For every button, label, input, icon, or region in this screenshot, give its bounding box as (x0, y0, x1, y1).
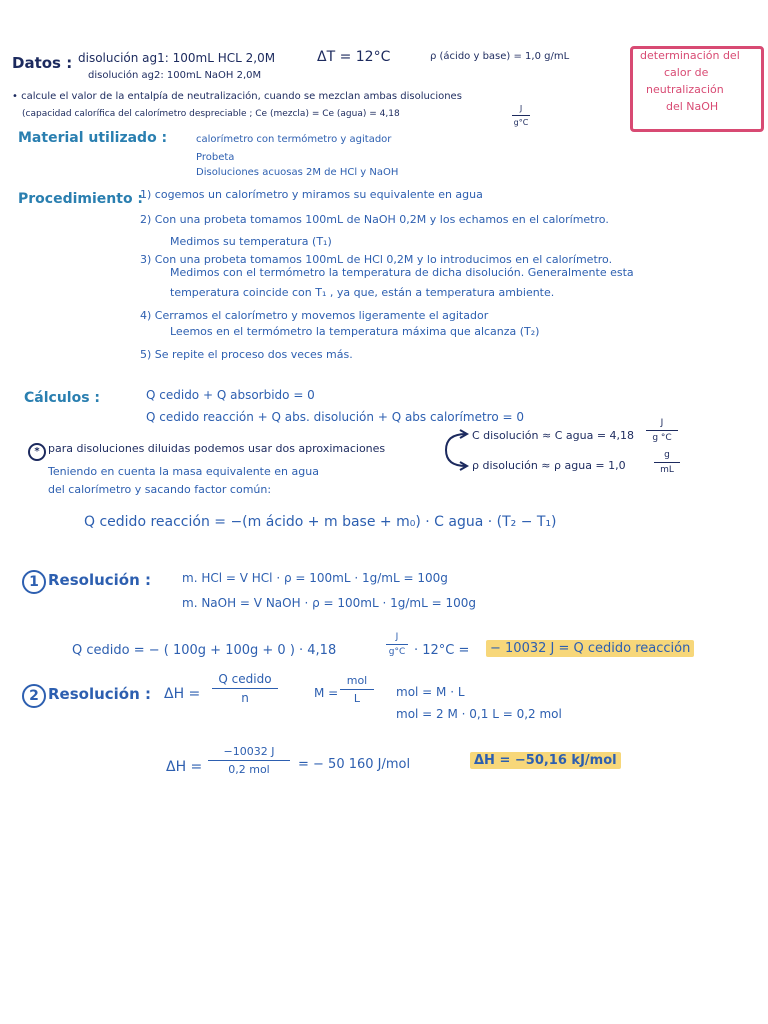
approximation-note: para disoluciones diluidas podemos usar dos aproximaciones (48, 442, 386, 455)
energy-balance-eq: Q cedido + Q absorbido = 0 (146, 388, 315, 402)
moles-formula: mol = M · L (396, 685, 465, 699)
resolution-2-label: Resolución : (48, 685, 152, 703)
delta-t: ΔT = 12°C (317, 49, 391, 65)
task-line-2: (capacidad calorífica del calorímetro despreciable ; Ce (mezcla) = Ce (agua) = 4,18 (22, 109, 400, 119)
procedure-label: Procedimiento : (18, 191, 144, 207)
title-line-4: del NaOH (666, 100, 719, 113)
material-label: Material utilizado : (18, 130, 168, 146)
resolution-1-label: Resolución : (48, 571, 152, 589)
procedure-step: 1) cogemos un calorímetro y miramos su equivalente en agua (140, 188, 483, 201)
procedure-step: Leemos en el termómetro la temperatura máxima que alcanza (T₂) (170, 325, 540, 338)
q-ceded-temp: · 12°C = (414, 643, 470, 658)
title-line-3: neutralización (646, 83, 724, 96)
approx-specific-heat-unit: J g °C (646, 418, 678, 443)
mass-naoh: m. NaOH = V NaOH · ρ = 100mL · 1g/mL = 100g (182, 596, 476, 610)
molarity-def-fraction: mol L (340, 674, 374, 705)
enthalpy-final-value: = − 50 160 J/mol (298, 757, 411, 772)
heat-main-equation: Q cedido reacción = −(m ácido + m base + m₀) · C agua · (T₂ − T₁) (84, 514, 557, 530)
calculos-label: Cálculos : (24, 390, 101, 406)
approx-density: ρ disolución ≈ ρ agua = 1,0 (472, 459, 626, 472)
solution-1-data: disolución ag1: 100mL HCL 2,0M (78, 51, 276, 65)
datos-label: Datos : (12, 54, 73, 72)
material-item: calorímetro con termómetro y agitador (196, 134, 392, 145)
solution-2-data: disolución ag2: 100mL NaOH 2,0M (88, 70, 262, 81)
bracket-arrow-icon (438, 428, 470, 472)
approx-specific-heat: C disolución ≈ C agua = 4,18 (472, 429, 635, 442)
enthalpy-final-left: ΔH = (166, 759, 203, 775)
moles-calc: mol = 2 M · 0,1 L = 0,2 mol (396, 707, 562, 721)
q-unit-fraction: J g°C (386, 632, 408, 657)
asterisk-icon: * (28, 443, 46, 461)
density-data: ρ (ácido y base) = 1,0 g/mL (430, 51, 570, 62)
title-line-2: calor de (664, 66, 709, 79)
procedure-step: 4) Cerramos el calorímetro y movemos ligeramente el agitador (140, 309, 489, 322)
task-line-1: • calcule el valor de la entalpía de neutralización, cuando se mezclan ambas disoluciones (12, 91, 462, 102)
procedure-step: Medimos su temperatura (T₁) (170, 235, 332, 248)
approximation-note-3: del calorímetro y sacando factor común: (48, 483, 272, 496)
enthalpy-def-left: ΔH = (164, 686, 201, 702)
step-number-badge: 2 (22, 684, 46, 708)
enthalpy-def-fraction: Q cedido n (212, 672, 278, 705)
procedure-step: temperatura coincide con T₁ , ya que, están a temperatura ambiente. (170, 286, 555, 299)
procedure-step: Medimos con el termómetro la temperatura de dicha disolución. Generalmente esta (170, 266, 634, 279)
enthalpy-final-result: ΔH = −50,16 kJ/mol (470, 752, 621, 769)
mass-hcl: m. HCl = V HCl · ρ = 100mL · 1g/mL = 100g (182, 571, 448, 585)
title-line-1: determinación del (640, 49, 740, 62)
procedure-step: 2) Con una probeta tomamos 100mL de NaOH 0,2M y los echamos en el calorímetro. (140, 213, 609, 226)
q-ceded-result: − 10032 J = Q cedido reacción (486, 640, 694, 657)
q-ceded-calc: Q cedido = − ( 100g + 100g + 0 ) · 4,18 (72, 643, 337, 658)
molarity-def-left: M = (314, 686, 339, 700)
enthalpy-final-fraction: −10032 J 0,2 mol (208, 745, 290, 776)
material-item: Disoluciones acuosas 2M de HCl y NaOH (196, 167, 399, 178)
energy-balance-eq-detail: Q cedido reacción + Q abs. disolución + Q abs calorímetro = 0 (146, 410, 524, 424)
approximation-note-2: Teniendo en cuenta la masa equivalente en agua (48, 465, 319, 478)
approx-density-unit: g mL (654, 450, 680, 475)
step-number-badge: 1 (22, 570, 46, 594)
procedure-step: 5) Se repite el proceso dos veces más. (140, 348, 353, 361)
procedure-step: 3) Con una probeta tomamos 100mL de HCl 0,2M y lo introducimos en el calorímetro. (140, 253, 613, 266)
task-unit-fraction: J g°C (513, 104, 529, 127)
material-item: Probeta (196, 152, 235, 163)
